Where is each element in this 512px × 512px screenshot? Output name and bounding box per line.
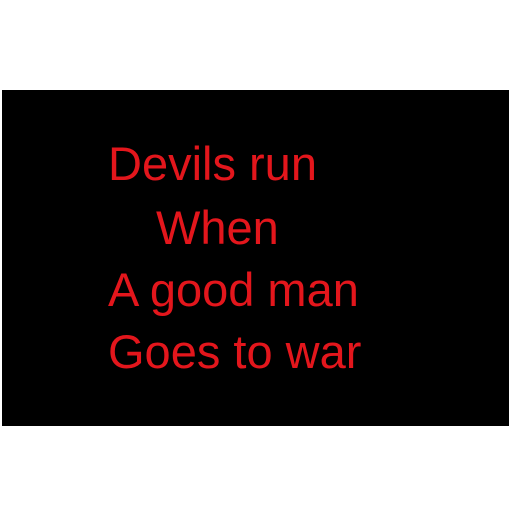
quote-line-1: Devils run (108, 137, 317, 190)
black-panel (2, 90, 509, 426)
quote-line-3: A good man (108, 263, 359, 316)
quote-line-4: Goes to war (108, 325, 362, 378)
quote-line-2: When (156, 201, 279, 254)
